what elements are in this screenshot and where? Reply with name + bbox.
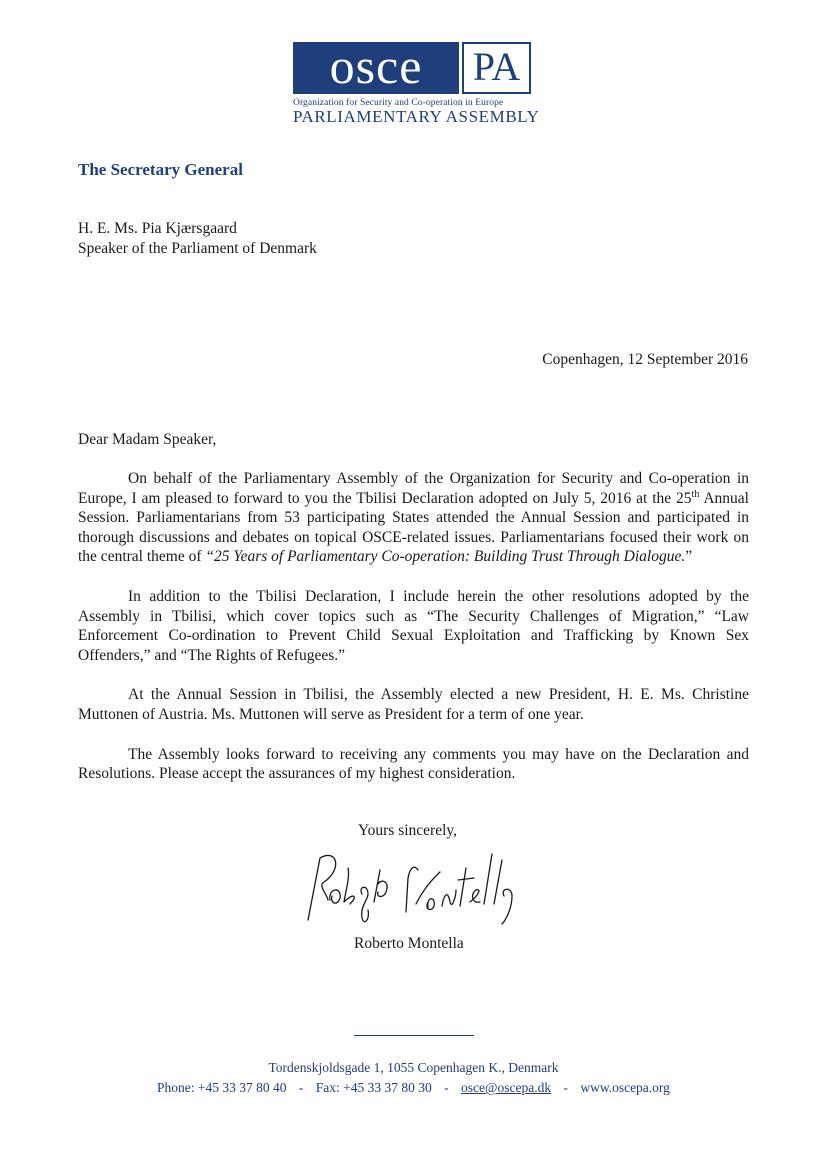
footer-email-link[interactable]: osce@oscepa.dk <box>461 1080 552 1095</box>
letter-date: Copenhagen, 12 September 2016 <box>542 351 748 368</box>
footer-separator: - <box>444 1080 449 1095</box>
sender-title: The Secretary General <box>78 160 243 179</box>
signer-name: Roberto Montella <box>354 935 464 952</box>
logo-assembly-name: PARLIAMENTARY ASSEMBLY <box>293 107 540 126</box>
logo-pa-mark: PA <box>462 42 531 94</box>
body-paragraph-4: The Assembly looks forward to receiving any comments you may have on the Declaration and Resolutions. Please accept the assurances of my highest consideration. <box>78 745 749 783</box>
recipient-position: Speaker of the Parliament of Denmark <box>78 240 317 257</box>
footer-address: Tordenskjoldsgade 1, 1055 Copenhagen K., Denmark <box>268 1060 559 1075</box>
body-paragraph-2: In addition to the Tbilisi Declaration, I include herein the other resolutions adopted by the Assembly in Tbilisi, which cover topics such as “The Security Challenges of Migration,” “Law Enforcement Co-ordination to Prevent Child Sexual Exploitation and Trafficking by Known Sex Offenders,” and “The Rights of Refugees.” <box>78 587 749 664</box>
footer-divider <box>354 1035 474 1036</box>
body-paragraph-3: At the Annual Session in Tbilisi, the Assembly elected a new President, H. E. Ms. Christine Muttonen of Austria. Ms. Muttonen will serve as President for a term of one year. <box>78 686 749 723</box>
salutation: Dear Madam Speaker, <box>78 431 217 448</box>
closing-phrase: Yours sincerely, <box>358 822 458 839</box>
footer-fax: Fax: +45 33 37 80 30 <box>315 1080 432 1095</box>
footer-website-link[interactable]: www.oscepa.org <box>580 1080 670 1095</box>
footer-separator: - <box>298 1080 304 1095</box>
body-paragraph-1: On behalf of the Parliamentary Assembly of the Organization for Security and Co-operation in Europe, I am pleased to forward to you the Tbilisi Declaration adopted on July 5, 2016 at the 25th Annual Session. Parliamentarians from 53 participating States attended the Annual Session and participated in thorough discussions and debates on topical OSCE-related issues. Parliamentarians focused their work on the central theme of “25 Years of Parliamentary Co-operation: Building Trust Through Dialogue.” <box>78 470 749 566</box>
theme-title: “25 Years of Parliamentary Co-operation: Building Trust Through Dialogue. <box>205 548 686 566</box>
oscepa-logo <box>293 38 540 127</box>
footer-separator: - <box>563 1080 568 1095</box>
handwritten-signature <box>298 840 528 930</box>
footer-contact <box>0 1080 827 1096</box>
letter-body <box>78 469 749 804</box>
footer-phone: Phone: +45 33 37 80 40 <box>157 1080 287 1095</box>
recipient-block <box>78 219 317 259</box>
logo-osce-mark: osce <box>293 42 459 94</box>
logo-subtitle: Organization for Security and Co-operation in Europe <box>293 98 504 108</box>
recipient-name: H. E. Ms. Pia Kjærsgaard <box>78 220 237 237</box>
